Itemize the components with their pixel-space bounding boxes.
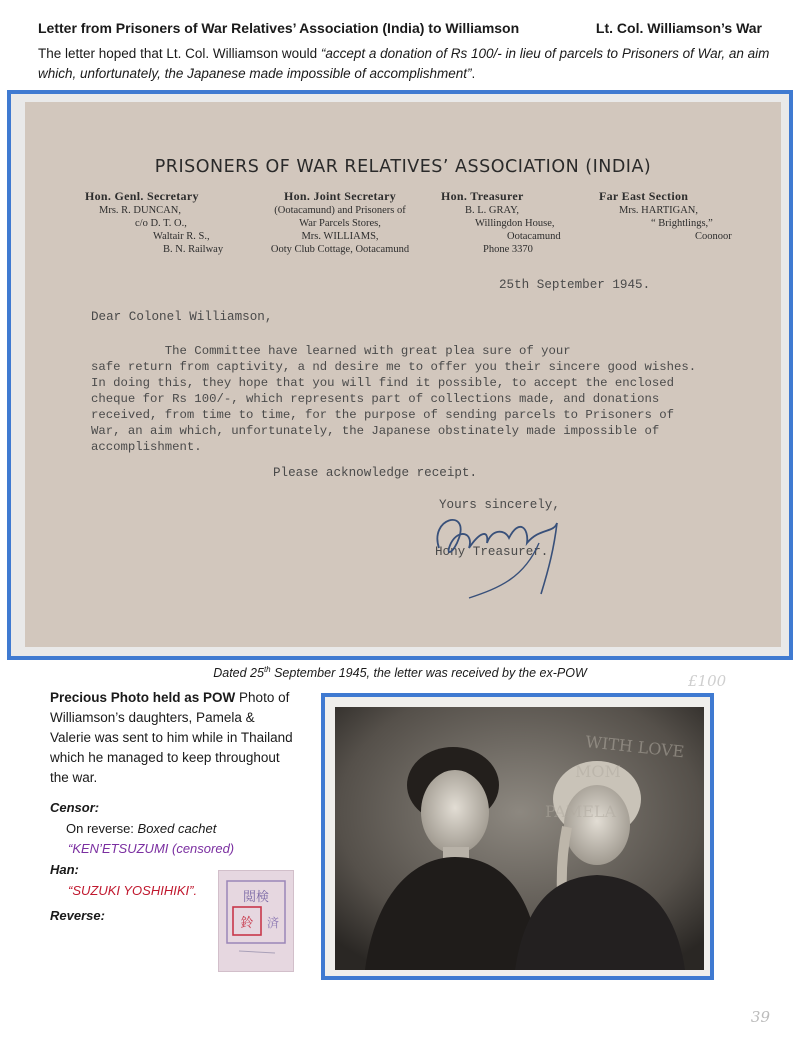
letter-date: 25th September 1945. — [499, 278, 651, 292]
column-heading: Hon. Treasurer — [441, 189, 524, 203]
letter-mount — [11, 94, 789, 656]
page-header — [38, 12, 762, 46]
censor-line-2: “KEN’ETSUZUMI (censored) — [68, 841, 235, 856]
body-line: received, from time to time, for the purpose of sending parcels to Prisoners of — [91, 408, 674, 422]
column-line: c/o D. T. O., — [135, 218, 187, 229]
column-line: Ooty Club Cottage, Ootacamund — [270, 244, 410, 255]
body-line: safe return from captivity, a nd desire me to offer you their sincere good wishes. — [91, 360, 697, 374]
daughters-photo — [335, 707, 704, 970]
censor-italic: Boxed cachet — [137, 821, 217, 836]
svg-text:鈴: 鈴 — [240, 916, 254, 931]
body-line: cheque for Rs 100/-, which represents part of collections made, and donations — [91, 392, 660, 406]
han-line: “SUZUKI YOSHIHIKI”. — [68, 883, 198, 898]
svg-text:閲検: 閲検 — [242, 890, 270, 905]
intro-quote: “accept a donation of Rs 100/- in lieu of parcels to Prisoners of War, an aim which, unfortunately, the Japanese made impossible of accomplishment” — [38, 46, 770, 81]
page-number: 39 — [750, 1008, 770, 1026]
photo-frame — [321, 693, 714, 980]
photo-heading: Precious Photo held as POW — [50, 690, 236, 705]
signature — [429, 498, 579, 608]
censor-prefix: On reverse: — [66, 821, 138, 836]
censor-line-1 — [66, 821, 216, 836]
column-line: Ootacamund — [507, 231, 561, 242]
svg-text:WITH LOVE: WITH LOVE — [584, 732, 686, 762]
column-line: B. N. Railway — [163, 244, 224, 255]
column-line: Mrs. WILLIAMS, — [301, 231, 379, 242]
letter-caption — [0, 665, 800, 680]
column-line: Mrs. R. DUNCAN, — [99, 205, 181, 216]
svg-text:済: 済 — [266, 916, 280, 930]
letter-frame — [7, 90, 793, 660]
column-heading: Hon. Genl. Secretary — [85, 189, 199, 203]
pencil-note: £100 — [688, 672, 727, 690]
letterhead-column-secretary — [85, 190, 223, 256]
letterhead-title: PRISONERS OF WAR RELATIVES’ ASSOCIATION (INDIA) — [154, 157, 652, 177]
letterhead-column-joint-secretary — [255, 190, 425, 256]
letter-salutation: Dear Colonel Williamson, — [91, 310, 273, 324]
letter-acknowledge: Please acknowledge receipt. — [273, 466, 478, 480]
column-line: B. L. GRAY, — [465, 205, 519, 216]
photo-description — [50, 688, 295, 788]
column-line: (Ootacamund) and Prisoners of — [274, 205, 406, 216]
body-line: In doing this, they hope that you will find it possible, to accept the enclosed — [91, 376, 674, 390]
column-line: Willingdon House, — [475, 218, 555, 229]
page-title: Letter from Prisoners of War Relatives’ Association (India) to Williamson — [38, 20, 520, 36]
caption-pre: Dated 25 — [213, 666, 264, 681]
intro-prefix: The letter hoped that Lt. Col. Williamson would — [38, 46, 321, 61]
caption-sup: th — [263, 665, 271, 674]
han-label: Han: — [50, 862, 79, 877]
body-line: accomplishment. — [91, 440, 202, 454]
letterhead-column-far-east — [599, 190, 751, 243]
letter-paper — [25, 102, 781, 647]
body-line: War, an aim which, unfortunately, the Japanese obstinately made impossible of — [91, 424, 660, 438]
intro-suffix: . — [471, 66, 476, 81]
letter-body — [91, 343, 696, 455]
column-line: “ Brightlings,” — [651, 218, 713, 229]
svg-text:MOM: MOM — [575, 762, 621, 781]
intro-paragraph — [38, 44, 778, 84]
column-line: Mrs. HARTIGAN, — [619, 205, 698, 216]
reverse-label: Reverse: — [50, 908, 105, 923]
letter-closing: Yours sincerely, — [439, 498, 560, 512]
letterhead-column-treasurer — [441, 190, 581, 256]
column-line: Phone 3370 — [483, 244, 533, 255]
column-line: Waltair R. S., — [153, 231, 210, 242]
censor-label: Censor: — [50, 800, 100, 815]
column-line: Coonoor — [695, 231, 732, 242]
reverse-stamp-image — [218, 870, 294, 972]
letter-signer: Hony Treasurer. — [435, 545, 549, 559]
body-line: The Committee have learned with great plea sure of your — [91, 344, 571, 358]
photo-mat — [325, 697, 710, 976]
svg-text:PAMELA: PAMELA — [545, 802, 617, 821]
section-title: Lt. Col. Williamson’s War — [595, 20, 762, 36]
cachet-icon — [219, 871, 293, 971]
column-heading: Hon. Joint Secretary — [283, 189, 397, 203]
column-line: War Parcels Stores, — [299, 218, 381, 229]
photo-image — [335, 707, 704, 970]
photo-text: Photo of Williamson’s daughters, Pamela & Valerie was sent to him while in Thailand which he managed to keep throughout the war. — [50, 690, 293, 785]
caption-post: September 1945, the letter was received by the ex-POW — [270, 666, 587, 681]
column-heading: Far East Section — [599, 189, 689, 203]
